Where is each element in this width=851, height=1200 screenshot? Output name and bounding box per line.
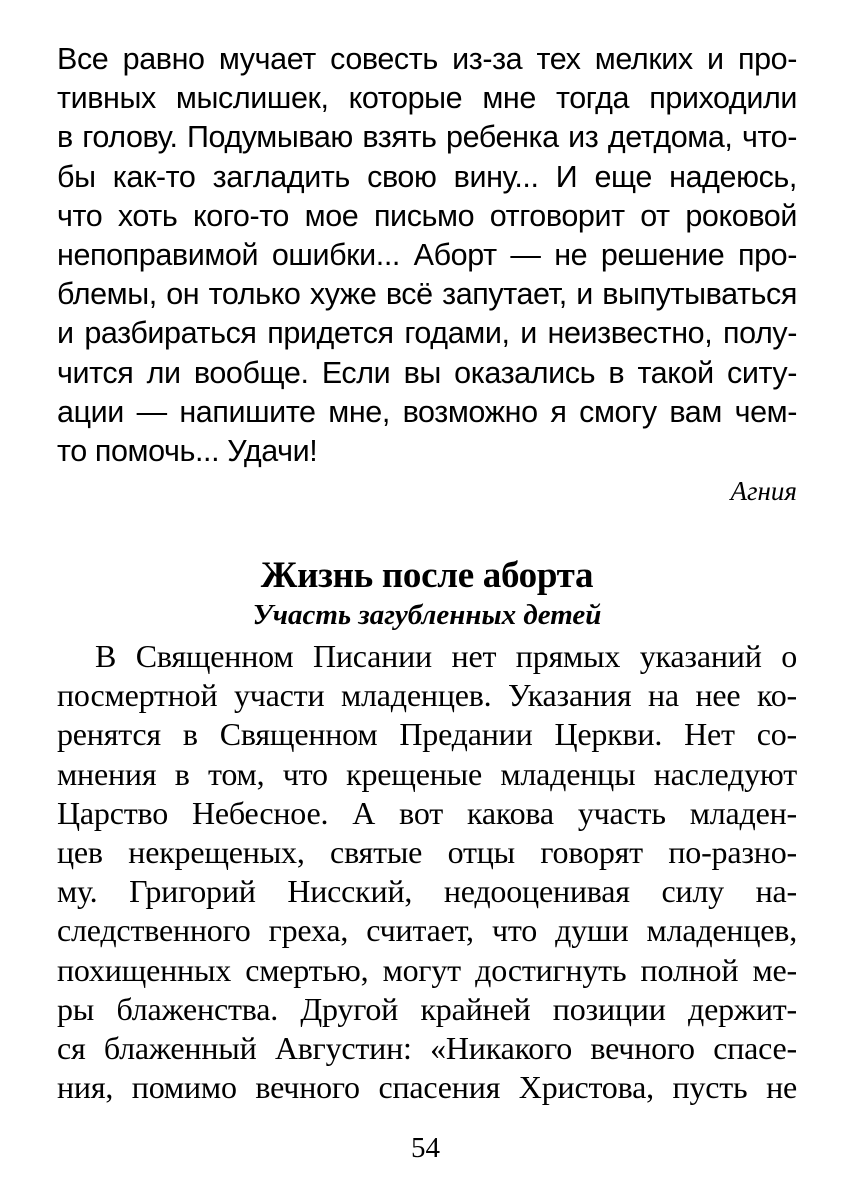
letter-line: и разбираться придется годами, и неизвестно, полу- [57,316,797,351]
article-line: посмертной участи младенцев. Указания на нее ко- [57,677,797,714]
letter-line: в голову. Подумываю взять ребенка из детдома, что- [57,120,797,155]
article-line: му. Григорий Нисский, недооценивая силу на- [57,873,797,910]
letter-line: что хоть кого-то мое письмо отговорит от роковой [57,198,797,233]
letter-line: Все равно мучает совесть из-за тех мелких и про- [57,42,797,76]
article-line: ния, помимо вечного спасения Христова, пусть не [57,1069,797,1106]
article-line: следственного греха, считает, что души младенцев, [57,912,797,949]
letter-line: блемы, он только хуже всё запутает, и выпутываться [57,277,797,312]
article-line: ся блаженный Августин: «Никакого вечного спасе- [57,1029,797,1066]
page-number: 54 [411,1132,440,1164]
article-subtitle: Участь загубленных детей [252,599,602,632]
article-line: мнения в том, что крещеные младенцы наследуют [57,755,797,792]
letter-line: чится ли вообще. Если вы оказались в такой ситу- [57,355,797,390]
article-line: Царство Небесное. А вот какова участь младен- [57,794,797,831]
letter-line: то помочь... Удачи! [57,433,318,468]
letter-line: ации — напишите мне, возможно я смогу вам чем- [57,394,797,429]
article-line: ры блаженства. Другой крайней позиции держит- [57,990,797,1027]
book-page [57,40,797,1107]
letter-signature: Агния [730,476,797,507]
article-body [57,637,797,1107]
article-line: похищенных смертью, могут достигнуть полной ме- [57,951,797,988]
article-line: цев некрещеных, святые отцы говорят по-разно- [57,834,797,870]
article-title: Жизнь после аборта [260,555,594,597]
letter-line: бы как-то загладить свою вину... И еще надеюсь, [57,159,797,194]
letter-section [57,40,797,511]
article-line: В Священном Писании нет прямых указаний о [95,638,797,675]
article-line: ренятся в Священном Предании Церкви. Нет со- [57,716,797,753]
letter-line: непоправимой ошибки... Аборт — не решение про- [57,237,797,272]
letter-line: тивных мыслишек, которые мне тогда приходили [57,81,797,116]
